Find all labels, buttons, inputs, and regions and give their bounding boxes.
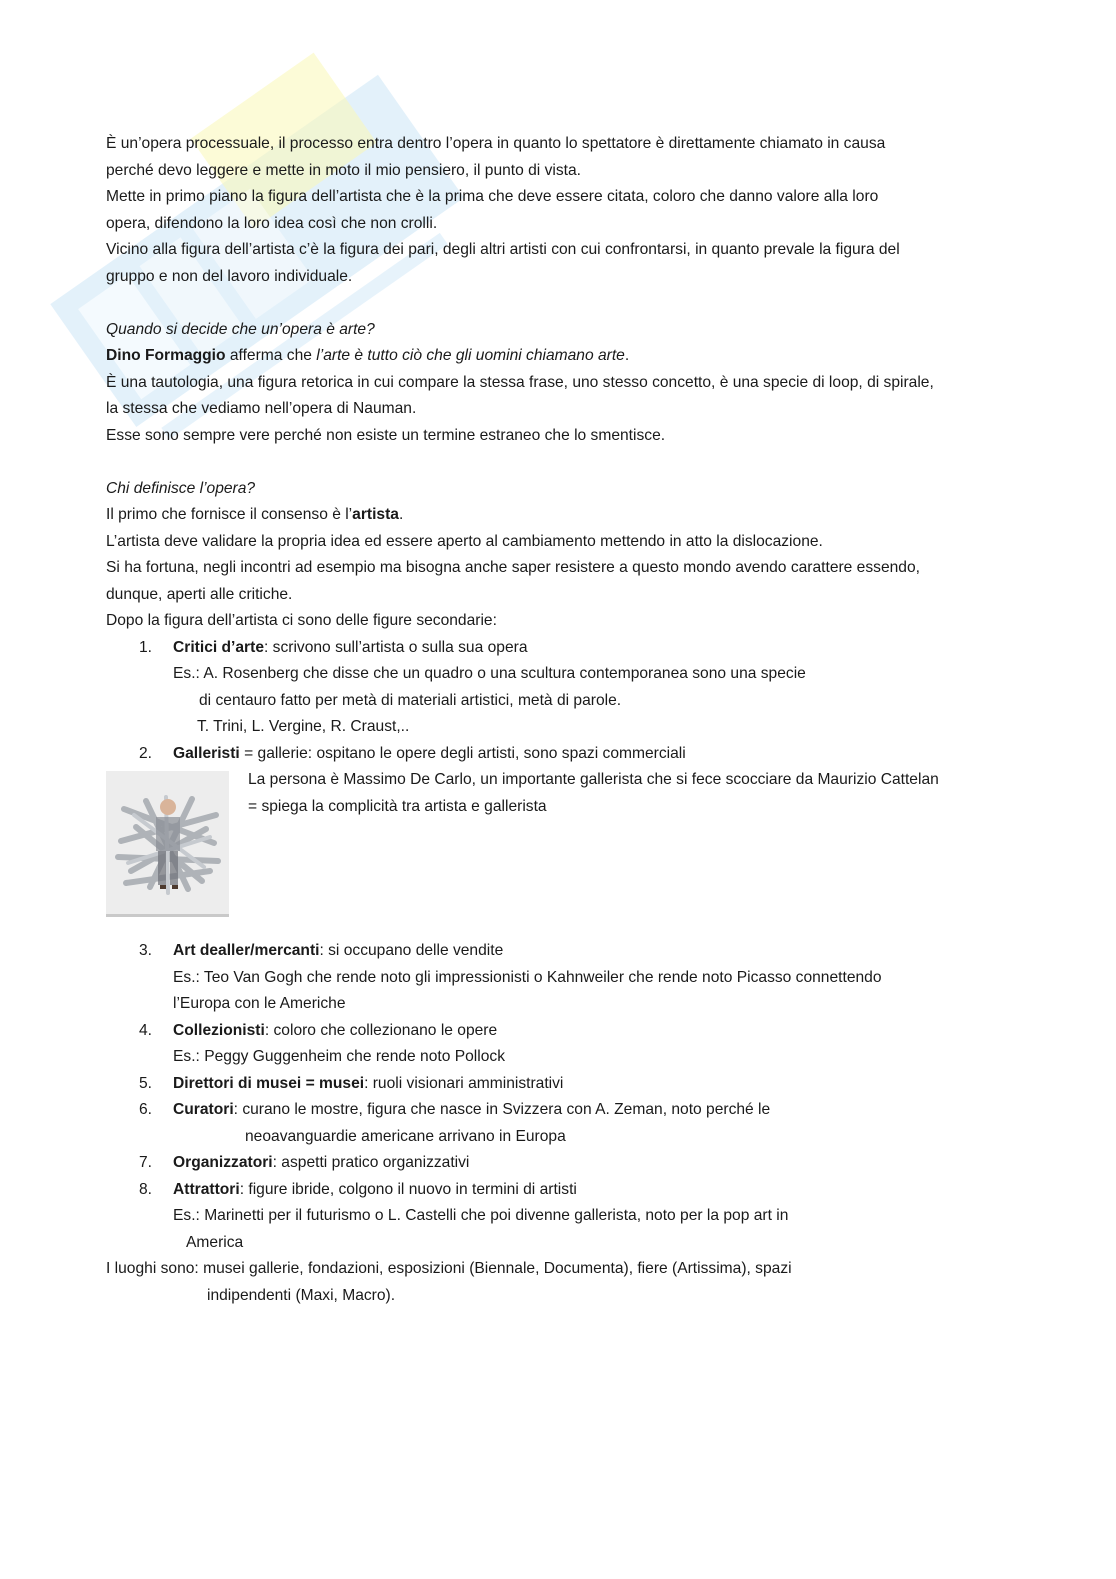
artwork-photo: [106, 771, 229, 917]
example-line: T. Trini, L. Vergine, R. Craust,..: [197, 718, 410, 735]
list-item: [106, 938, 1006, 1018]
role-desc: : aspetti pratico organizzativi: [272, 1154, 470, 1171]
role-title: Critici d’arte: [173, 638, 264, 656]
list-number: 1.: [139, 638, 153, 656]
places-line: indipendenti (Maxi, Macro).: [207, 1286, 396, 1304]
list-item: [106, 1150, 1006, 1177]
role-desc: = gallerie: ospitano le opere degli artisti, sono spazi commerciali: [239, 744, 686, 762]
role-title: Attrattori: [173, 1180, 240, 1198]
example-line: America: [186, 1233, 244, 1251]
bold-term: artista: [352, 506, 399, 523]
text-line: Esse sono sempre vere perché non esiste un termine estraneo che lo smentisce.: [106, 426, 666, 444]
role-desc: : coloro che collezionano le opere: [264, 1021, 498, 1039]
text-line: Dopo la figura dell’artista ci sono delle figure secondarie:: [106, 612, 497, 629]
list-number: 5.: [139, 1074, 153, 1092]
example-line: Es.: Peggy Guggenheim che rende noto Pollock: [173, 1048, 506, 1065]
role-desc: : curano le mostre, figura che nasce in Svizzera con A. Zeman, noto perché le: [233, 1101, 771, 1118]
list-item: [106, 1177, 1006, 1257]
list-number: 4.: [139, 1021, 153, 1039]
gallerist-block: [106, 767, 1006, 938]
list-item: [106, 1097, 1006, 1150]
section-question: Chi definisce l’opera?: [106, 479, 256, 497]
example-line: Es.: A. Rosenberg che disse che un quadro o una scultura contemporanea sono una specie: [173, 665, 806, 682]
text-line: L’artista deve validare la propria idea ed essere aperto al cambiamento mettendo in atto la dislocazione.: [106, 532, 823, 550]
list-number: 3.: [139, 942, 153, 959]
spacer: [106, 290, 1006, 317]
places-line: I luoghi sono: musei gallerie, fondazioni, esposizioni (Biennale, Documenta), fiere (Artissima), spazi: [106, 1260, 792, 1277]
caption-line: = spiega la complicità tra artista e gallerista: [248, 797, 547, 815]
formaggio-line: [106, 343, 1006, 370]
text-span: .: [624, 347, 630, 364]
document-body: [106, 131, 1006, 1309]
role-title: Art dealler/mercanti: [173, 942, 320, 959]
example-line: Es.: Marinetti per il futurismo o L. Castelli che poi divenne gallerista, noto per la pop art in: [173, 1207, 789, 1224]
role-desc: : ruoli visionari amministrativi: [364, 1074, 564, 1092]
example-line: l’Europa con le Americhe: [173, 995, 346, 1012]
caption-line: La persona è Massimo De Carlo, un importante gallerista che si fece scocciare da Maurizio Cattelan: [248, 771, 939, 788]
list-number: 8.: [139, 1180, 153, 1198]
text-line: opera, difendono la loro idea così che non crolli.: [106, 214, 438, 232]
role-desc: : scrivono sull’artista o sulla sua opera: [264, 638, 528, 656]
text-span: afferma che: [225, 347, 317, 364]
text-span: .: [398, 506, 404, 523]
taped-figure-icon: [106, 771, 229, 914]
example-line: di centauro fatto per metà di materiali artistici, metà di parole.: [199, 691, 622, 709]
role-desc: : figure ibride, colgono il nuovo in termini di artisti: [239, 1180, 577, 1198]
text-line: perché devo leggere e mette in moto il mio pensiero, il punto di vista.: [106, 161, 582, 179]
continuation-line: neoavanguardie americane arrivano in Europa: [245, 1127, 566, 1145]
role-desc: : si occupano delle vendite: [319, 942, 504, 959]
text-line: gruppo e non del lavoro individuale.: [106, 267, 353, 285]
text-line: È una tautologia, una figura retorica in cui compare la stessa frase, uno stesso concetto, è una specie di loop, di spirale,: [106, 373, 934, 391]
text-line: Mette in primo piano la figura dell’artista che è la prima che deve essere citata, coloro che danno valore alla loro: [106, 188, 879, 205]
list-item: [106, 635, 1006, 741]
example-line: Es.: Teo Van Gogh che rende noto gli impressionisti o Kahnweiler che rende noto Picasso connettendo: [173, 968, 882, 986]
consent-line: [106, 502, 1006, 529]
list-item: [106, 1071, 1006, 1098]
text-line: Vicino alla figura dell’artista c’è la figura dei pari, degli altri artisti con cui confrontarsi, in quanto prevale la figura del: [106, 241, 900, 258]
list-item: [106, 741, 1006, 939]
role-title: Curatori: [173, 1101, 234, 1118]
text-span: Il primo che fornisce il consenso è l’: [106, 506, 353, 523]
spacer: [106, 449, 1006, 476]
text-line: la stessa che vediamo nell’opera di Nauman.: [106, 400, 417, 417]
author-name: Dino Formaggio: [106, 347, 226, 364]
roles-list: [106, 635, 1006, 1257]
list-number: 2.: [139, 744, 153, 762]
role-title: Galleristi: [173, 744, 240, 762]
section-question: Quando si decide che un’opera è arte?: [106, 320, 375, 338]
text-line: È un’opera processuale, il processo entra dentro l’opera in quanto lo spettatore è direttamente chiamato in causa: [106, 135, 886, 152]
role-title: Collezionisti: [173, 1021, 265, 1039]
quote-text: l’arte è tutto ciò che gli uomini chiamano arte: [316, 347, 625, 364]
list-number: 6.: [139, 1101, 153, 1118]
text-line: Si ha fortuna, negli incontri ad esempio ma bisogna anche saper resistere a questo mondo avendo carattere essendo,: [106, 559, 920, 576]
list-item: [106, 1018, 1006, 1071]
role-title: Direttori di musei = musei: [173, 1074, 365, 1092]
gallerist-caption: [248, 767, 1008, 820]
list-number: 7.: [139, 1154, 153, 1171]
role-title: Organizzatori: [173, 1154, 273, 1171]
text-line: dunque, aperti alle critiche.: [106, 585, 293, 603]
